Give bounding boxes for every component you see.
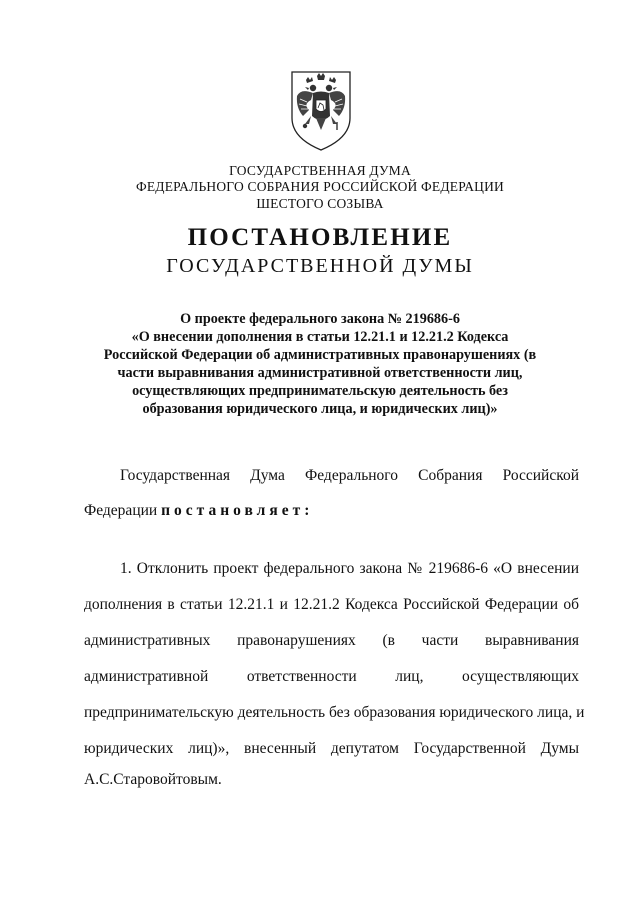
subject-line: осуществляющих предпринимательскую деятельность без [132, 383, 508, 399]
org-name-line1: ГОСУДАРСТВЕННАЯ ДУМА [229, 163, 411, 178]
subject-line: образования юридического лица, и юридических лиц)» [142, 401, 498, 417]
decree-verb: постановляет: [161, 502, 314, 519]
coat-of-arms-emblem [289, 66, 353, 152]
item1-line: дополнения в статьи 12.21.1 и 12.21.2 Кодекса Российской Федерации об [84, 596, 579, 613]
subject-line: «О внесении дополнения в статьи 12.21.1 и 12.21.2 Кодекса [131, 329, 509, 345]
subject-line: О проекте федерального закона № 219686-6 [180, 311, 460, 327]
subject-line: Российской Федерации об административных правонарушениях (в [103, 347, 537, 363]
item1-line: предпринимательскую деятельность без образования юридического лица, и [84, 704, 585, 721]
document-subtitle: ГОСУДАРСТВЕННОЙ ДУМЫ [166, 255, 474, 277]
resolution-subject [80, 310, 560, 418]
preamble-line [84, 502, 313, 520]
subject-line: части выравнивания административной ответственности лиц, [117, 365, 523, 381]
item1-line: 1. Отклонить проект федерального закона № 219686-6 «О внесении [120, 560, 579, 577]
item1-line: А.С.Старовойтовым. [84, 771, 222, 788]
preamble-text: Федерации [84, 502, 162, 519]
item1-line: административной ответственности лиц, осуществляющих [84, 668, 579, 685]
preamble-line: Государственная Дума Федерального Собрания Российской [120, 467, 579, 484]
item1-line: юридических лиц)», внесенный депутатом Государственной Думы [84, 740, 579, 757]
convocation: ШЕСТОГО СОЗЫВА [256, 196, 384, 211]
org-name-line2: ФЕДЕРАЛЬНОГО СОБРАНИЯ РОССИЙСКОЙ ФЕДЕРАЦИИ [136, 179, 504, 194]
item1-line: административных правонарушениях (в части выравнивания [84, 632, 579, 649]
document-type-title: ПОСТАНОВЛЕНИЕ [187, 224, 453, 251]
